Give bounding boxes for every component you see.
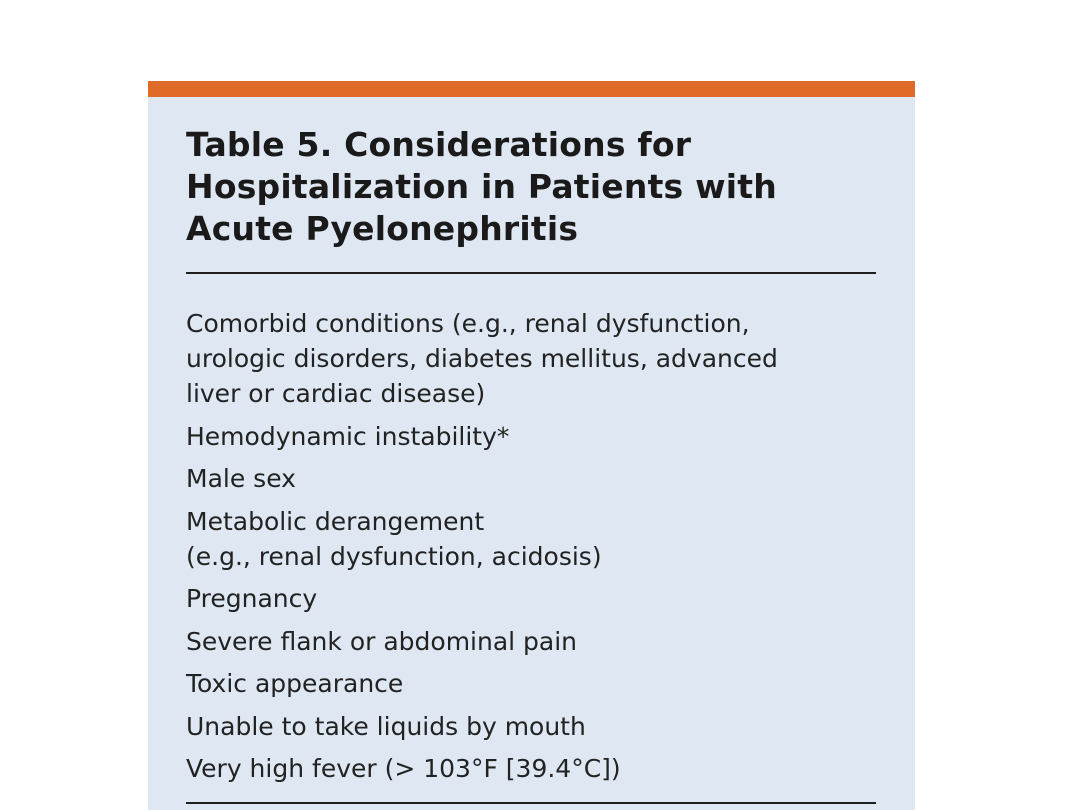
accent-bar bbox=[148, 81, 915, 97]
list-item-line: Very high fever (> 103°F [39.4°C]) bbox=[186, 754, 621, 783]
list-item-line: urologic disorders, diabetes mellitus, advanced bbox=[186, 344, 778, 373]
list-item-line: (e.g., renal dysfunction, acidosis) bbox=[186, 541, 602, 571]
list-item-comorbid bbox=[186, 306, 876, 411]
list-item-line: Toxic appearance bbox=[186, 669, 404, 698]
list-item-hemodynamic bbox=[186, 419, 876, 454]
table-card bbox=[148, 81, 915, 810]
list-item-line: Hemodynamic instability* bbox=[186, 421, 510, 451]
list-item-pregnancy bbox=[186, 581, 876, 616]
list-item-line: Comorbid conditions (e.g., renal dysfunction, bbox=[186, 309, 750, 338]
list-item-liquids bbox=[186, 709, 876, 744]
bottom-divider bbox=[186, 802, 876, 804]
list-item-male-sex bbox=[186, 461, 876, 496]
list-item-line: liver or cardiac disease) bbox=[186, 379, 486, 408]
list-item-flank-pain bbox=[186, 624, 876, 659]
list-item-line: Pregnancy bbox=[186, 584, 318, 613]
table-title-line: Acute Pyelonephritis bbox=[186, 209, 579, 248]
considerations-list bbox=[186, 306, 876, 786]
table-title-line: Hospitalization in Patients with bbox=[186, 167, 777, 206]
list-item-line: Severe flank or abdominal pain bbox=[186, 626, 578, 656]
list-item-metabolic bbox=[186, 504, 876, 574]
list-item-fever bbox=[186, 751, 876, 786]
list-item-toxic bbox=[186, 666, 876, 701]
title-divider bbox=[186, 272, 876, 274]
list-item-line: Male sex bbox=[186, 464, 296, 493]
list-item-line: Metabolic derangement bbox=[186, 506, 485, 536]
table-title bbox=[186, 124, 876, 250]
table-content bbox=[186, 124, 876, 794]
table-title-line: Table 5. Considerations for bbox=[186, 125, 692, 164]
list-item-line: Unable to take liquids by mouth bbox=[186, 711, 586, 741]
